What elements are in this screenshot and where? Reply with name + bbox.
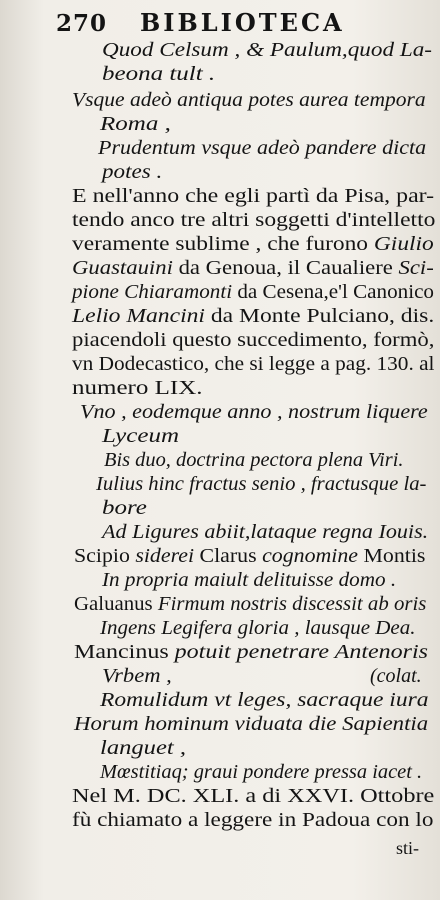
text-segment: Giulio (373, 233, 434, 255)
text-segment: Lelio Mancini (72, 305, 205, 327)
text-line (102, 496, 147, 520)
page-header (56, 4, 436, 40)
text-segment: Clarus (194, 545, 263, 567)
text-segment: Ingens Legifera gloria , lausque Dea. (100, 617, 416, 639)
text-segment: beona tult . (102, 63, 216, 85)
text-line (72, 352, 434, 376)
text-segment: potuit penetrare Antenoris (174, 641, 428, 663)
text-line (74, 640, 428, 664)
text-line (100, 736, 186, 760)
overflow-word: (colat. (370, 665, 422, 687)
text-line (100, 760, 422, 784)
text-segment: Ad Ligures abiit,lataque regna Iouis. (102, 521, 429, 543)
text-segment: Bis duo, doctrina pectora plena Viri. (104, 449, 404, 471)
text-line (102, 160, 162, 184)
text-segment: Vno , eodemque anno , nostrum liquere (80, 401, 428, 423)
running-head: BIBLIOTECA (140, 8, 345, 37)
text-line (98, 136, 426, 160)
text-segment: numero LIX. (72, 377, 203, 399)
text-segment: piacendoli questo succedimento, formò, (72, 329, 435, 351)
text-segment: Horum hominum viduata die Sapientia (74, 713, 429, 735)
text-segment: Iulius hinc fractus senio , fractusque la- (96, 473, 427, 495)
text-segment: da Cesena,e'l Canonico (232, 281, 434, 303)
text-line (80, 400, 428, 424)
text-line (96, 472, 426, 496)
text-line (72, 304, 434, 328)
text-segment: Sci- (398, 257, 434, 279)
text-line (72, 256, 434, 280)
text-line (72, 328, 434, 352)
text-line (72, 88, 426, 112)
text-segment: bore (102, 497, 147, 519)
text-segment: In propria maiult delituisse domo . (102, 569, 397, 591)
text-line (72, 232, 434, 256)
text-segment: Romulidum vt leges, sacraque iura (100, 689, 429, 711)
text-line (74, 712, 428, 736)
page-number: 270 (56, 10, 108, 37)
text-line (72, 808, 433, 832)
text-segment: languet , (100, 737, 186, 759)
text-segment: Vrbem , (102, 665, 172, 687)
text-segment: Quod Celsum , & Paulum,quod La- (102, 39, 432, 61)
text-segment: Roma , (100, 113, 171, 135)
text-segment: Lyceum (102, 425, 180, 447)
text-line (74, 592, 426, 616)
text-line (100, 112, 171, 136)
text-line (72, 376, 203, 400)
text-line (102, 62, 215, 86)
text-line (102, 38, 432, 62)
text-segment: da Genoua, il Caualiere (172, 257, 399, 279)
text-segment: fù chiamato a leggere in Padoua con lo (72, 809, 434, 831)
text-segment: tendo anco tre altri soggetti d'intelletto (72, 209, 436, 231)
text-segment: Scipio (74, 545, 136, 567)
text-segment: vn Dodecastico, che si legge a pag. 130. al (72, 353, 435, 375)
text-segment: Galuanus (74, 593, 158, 615)
text-segment: cognomine (262, 545, 359, 567)
text-line (74, 544, 425, 568)
text-segment: Guastauini (72, 257, 173, 279)
text-segment: siderei (135, 545, 195, 567)
text-segment: Firmum nostris discessit ab oris (157, 593, 427, 615)
text-segment: potes . (102, 161, 163, 183)
text-segment: Nel M. DC. XLI. a di XXVI. Ottobre (72, 785, 435, 807)
text-segment: Montis (358, 545, 426, 567)
text-segment: Mœstitiaq; graui pondere pressa iacet . (100, 761, 423, 783)
text-segment: Mancinus (74, 641, 175, 663)
text-line (102, 424, 179, 448)
text-segment: veramente sublime , che furono (72, 233, 374, 255)
text-segment: E nell'anno che egli partì da Pisa, par- (72, 185, 435, 207)
text-segment: da Monte Pulciano, dis. (204, 305, 435, 327)
text-line (102, 568, 396, 592)
text-line (104, 448, 403, 472)
text-line (102, 664, 172, 688)
text-line (100, 616, 416, 640)
text-line (72, 784, 434, 808)
text-line (72, 184, 434, 208)
catchword: sti- (396, 838, 420, 858)
text-line (102, 520, 428, 544)
text-segment: Vsque adeò antiqua potes aurea tempora (72, 89, 426, 111)
text-segment: Prudentum vsque adeò pandere dicta (98, 137, 427, 159)
text-segment: pione Chiaramonti (72, 281, 233, 303)
text-line (100, 688, 428, 712)
text-line (72, 208, 435, 232)
text-line (72, 280, 434, 304)
